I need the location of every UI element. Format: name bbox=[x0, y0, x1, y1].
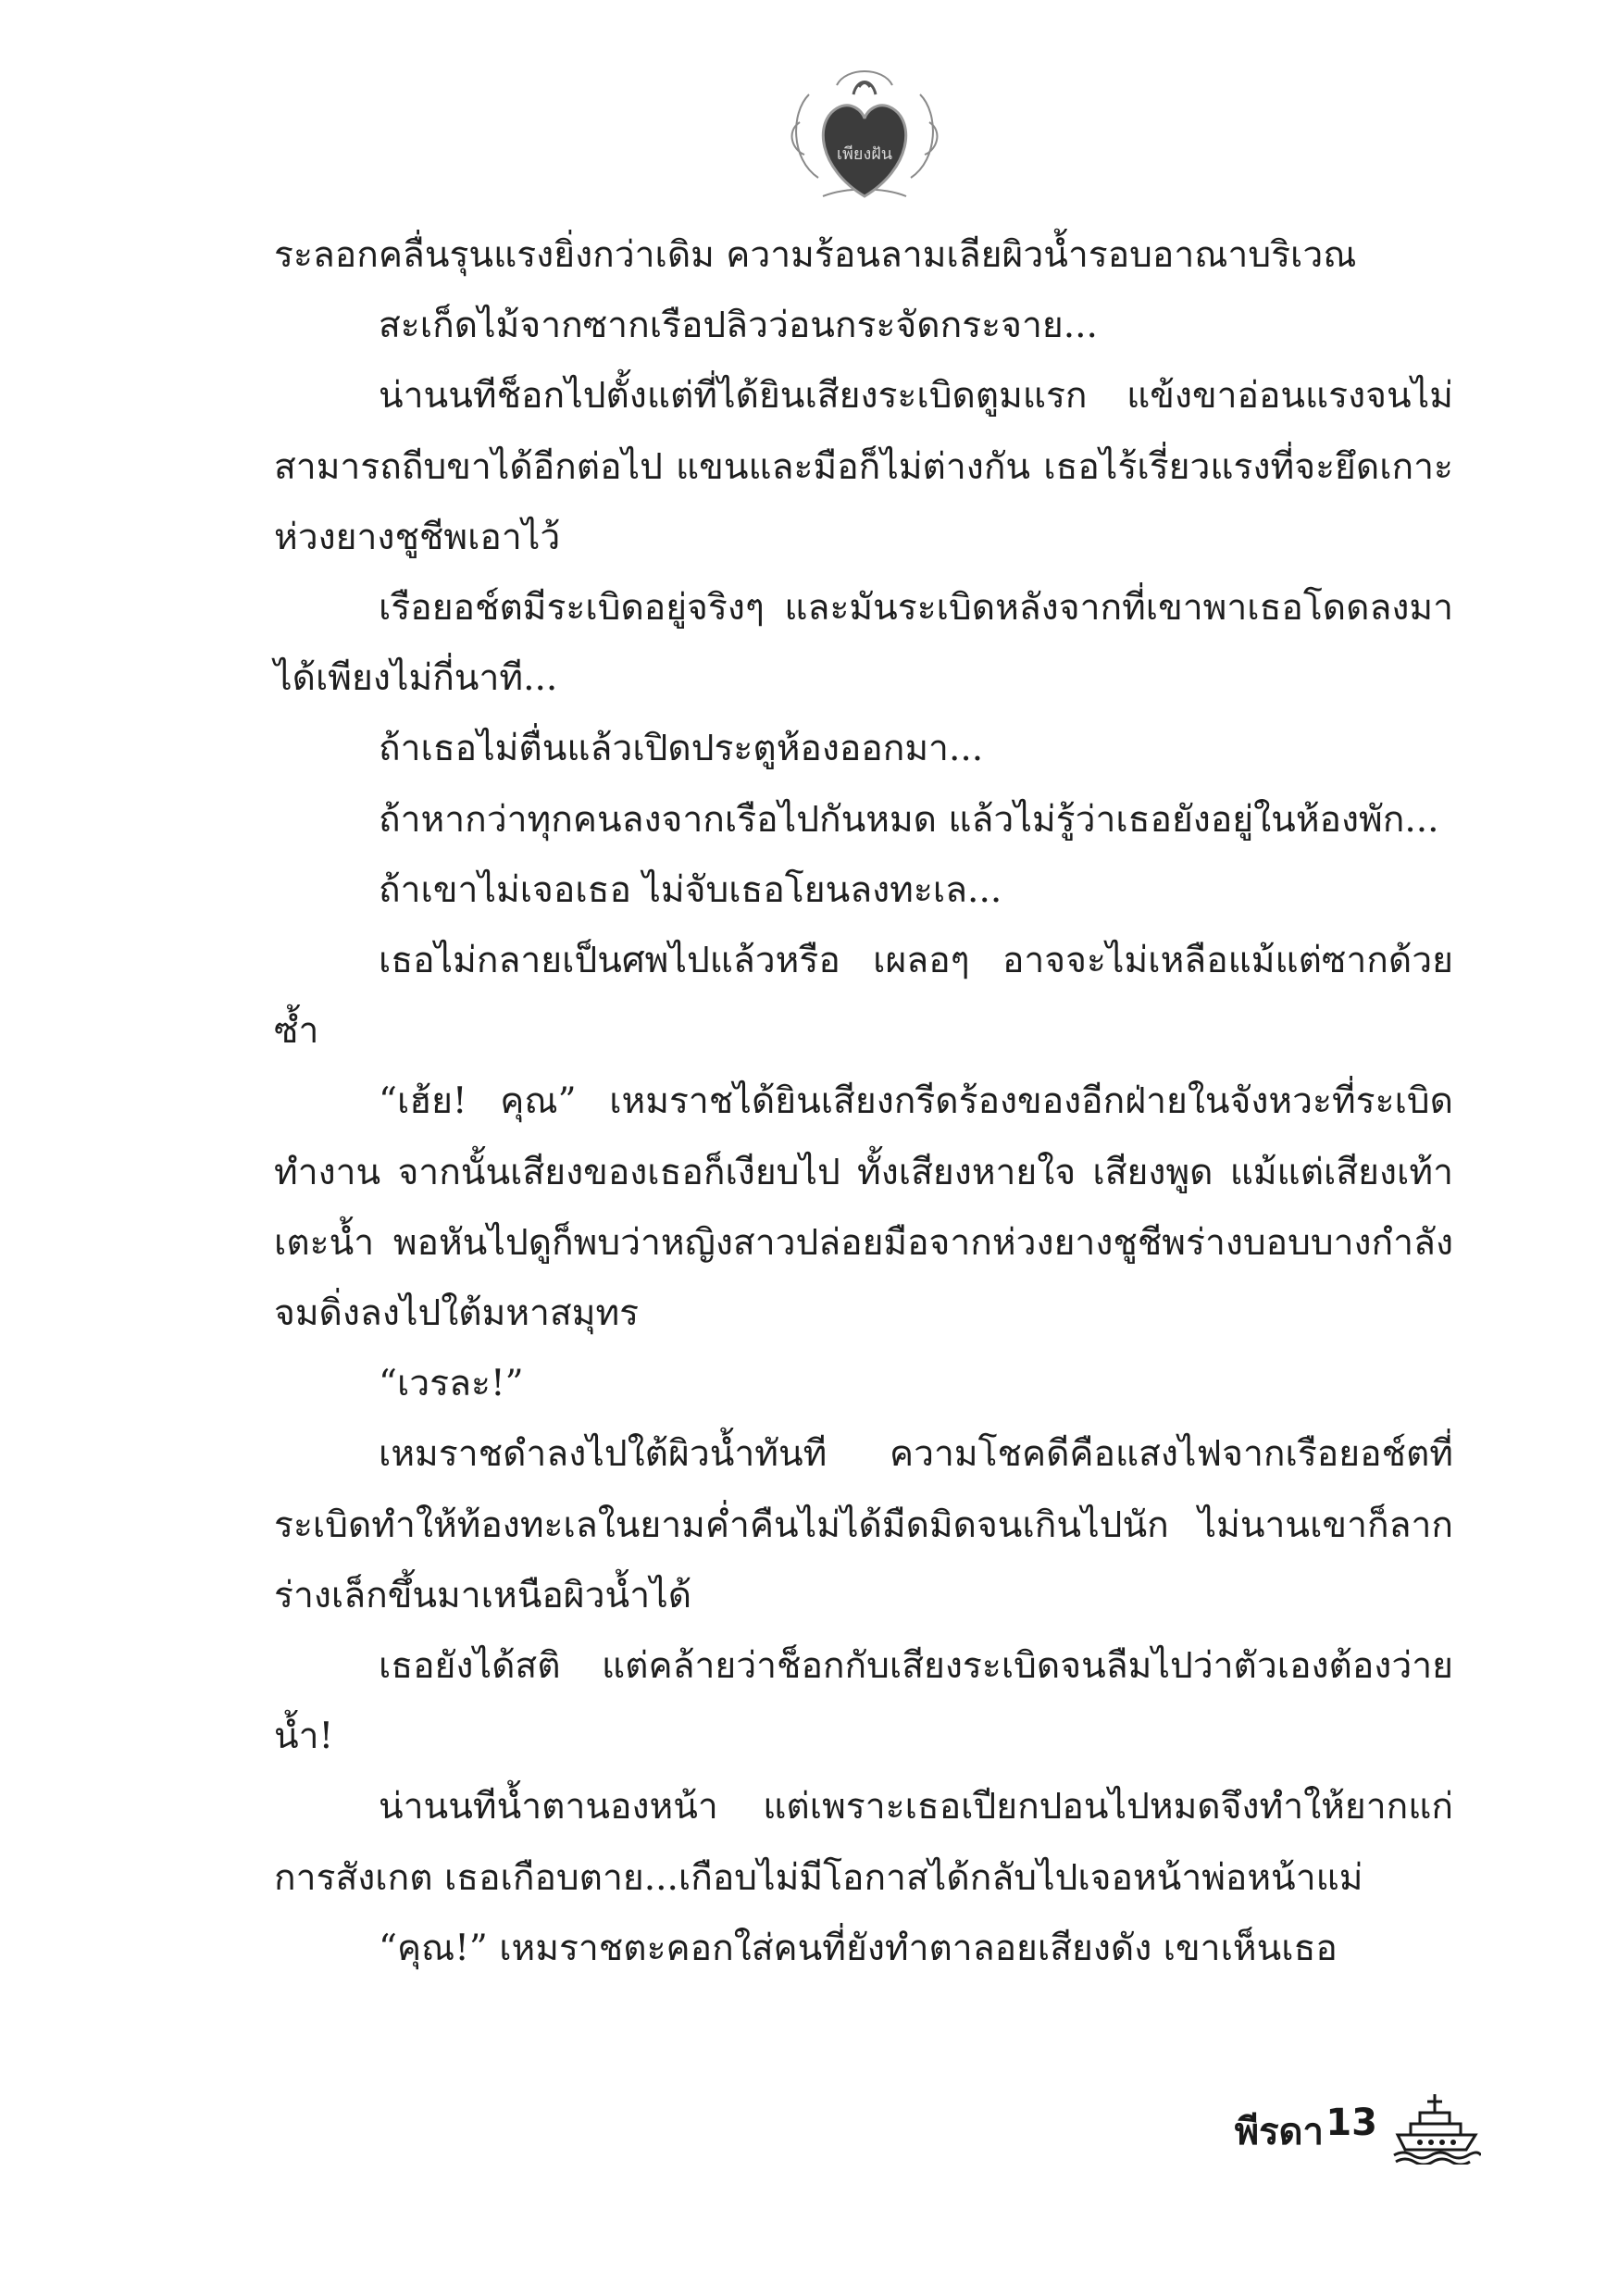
paragraph: “คุณ!” เหมราชตะคอกใส่คนที่ยังทำตาลอยเสียงดัง เขาเห็นเธอ bbox=[379, 1927, 1338, 1969]
paragraph: น่านนทีช็อกไปตั้งแต่ที่ได้ยินเสียงระเบิดตูมแรก แข้งขาอ่อนแรงจนไม่สามารถถีบขาได้อีกต่อไป แขนและมือก็ไม่ต่างกัน เธอไร้เรี่ยวแรงที่จะยึดเกาะห่วงยางชูชีพเอาไว้ bbox=[274, 375, 1453, 558]
ornamental-heart-logo-icon bbox=[781, 57, 948, 215]
paragraph: เรือยอช์ตมีระเบิดอยู่จริงๆ และมันระเบิดหลังจากที่เขาพาเธอโดดลงมาได้เพียงไม่กี่นาที... bbox=[274, 587, 1453, 700]
page-number: 13 bbox=[1326, 2102, 1377, 2144]
paragraph: น่านนทีน้ำตานองหน้า แต่เพราะเธอเปียกปอนไปหมดจึงทำให้ยากแก่การสังเกต เธอเกือบตาย...เกือบไม่มีโอกาสได้กลับไปเจอหน้าพ่อหน้าแม่ bbox=[274, 1786, 1453, 1899]
paragraph: สะเก็ดไม้จากซากเรือปลิวว่อนกระจัดกระจาย... bbox=[379, 305, 1098, 347]
paragraph: เธอยังได้สติ แต่คล้ายว่าช็อกกับเสียงระเบิดจนลืมไปว่าตัวเองต้องว่ายน้ำ! bbox=[274, 1645, 1453, 1758]
paragraph: ถ้าเขาไม่เจอเธอ ไม่จับเธอโยนลงทะเล... bbox=[379, 868, 1002, 911]
ship-icon bbox=[1392, 2090, 1481, 2165]
paragraph: เหมราชดำลงไปใต้ผิวน้ำทันที ความโชคดีคือแสงไฟจากเรือยอช์ตที่ระเบิดทำให้ท้องทะเลในยามค่ำคืนไม่ได้มืดมิดจนเกินไปนัก ไม่นานเขาก็ลากร่างเล็กขึ้นมาเหนือผิวน้ำได้ bbox=[274, 1433, 1453, 1616]
paragraph: “เฮ้ย! คุณ” เหมราชได้ยินเสียงกรีดร้องของอีกฝ่ายในจังหวะที่ระเบิดทำงาน จากนั้นเสียงของเธอก็เงียบไป ทั้งเสียงหายใจ เสียงพูด แม้แต่เสียงเท้าเตะน้ำ พอหันไปดูก็พบว่าหญิงสาวปล่อยมือจากห่วงยางชูชีพร่างบอบบางกำลังจมดิ่งลงไปใต้มหาสมุทร bbox=[274, 1080, 1453, 1335]
paragraph: เธอไม่กลายเป็นศพไปแล้วหรือ เผลอๆ อาจจะไม่เหลือแม้แต่ซากด้วยซ้ำ bbox=[274, 940, 1453, 1053]
paragraph: ถ้าเธอไม่ตื่นแล้วเปิดประตูห้องออกมา... bbox=[379, 728, 984, 770]
logo-text: เพียงฝัน bbox=[836, 144, 893, 164]
paragraph: ถ้าหากว่าทุกคนลงจากเรือไปกันหมด แล้วไม่รู้ว่าเธอยังอยู่ในห้องพัก... bbox=[379, 798, 1439, 841]
paragraph: “เวรละ!” bbox=[379, 1363, 524, 1405]
book-title: พีรดา bbox=[1234, 2111, 1324, 2153]
page-footer bbox=[1111, 2090, 1481, 2174]
paragraph: ระลอกคลื่นรุนแรงยิ่งกว่าเดิม ความร้อนลามเลียผิวน้ำรอบอาณาบริเวณ bbox=[274, 234, 1357, 276]
body-text bbox=[274, 220, 1453, 1984]
